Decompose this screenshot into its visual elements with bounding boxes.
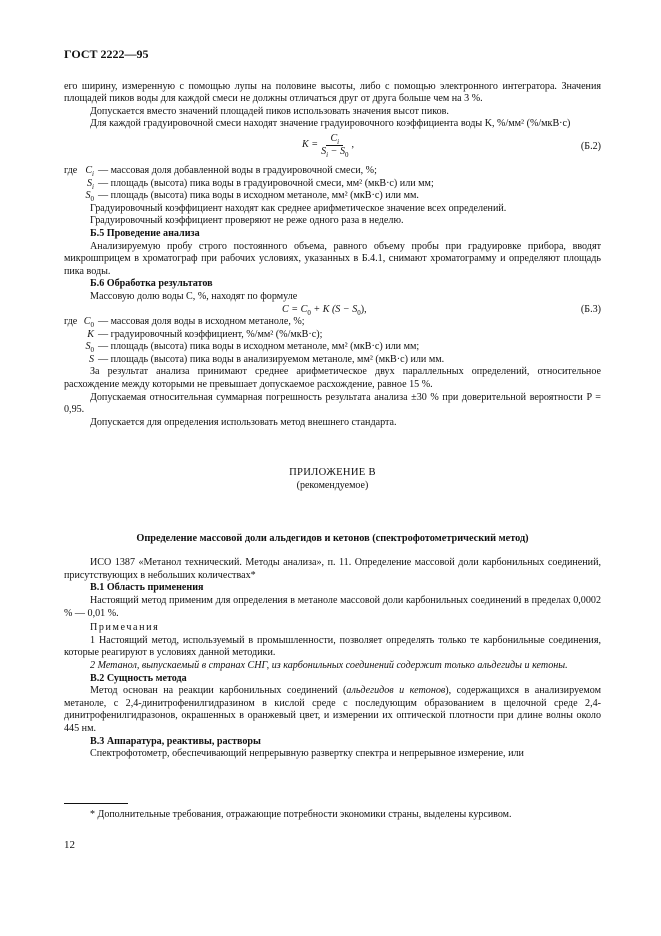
definition-item: $S_0$ — площадь (высота) пика воды в исходном метаноле, мм² (мкВ·с) или мм;: [85, 341, 420, 355]
paragraph-calibration-coefficient: Для каждой градуировочной смеси находят значение градуировочного коэффициента воды K, %/мм² (%/мкВ·с): [90, 118, 571, 130]
notes-heading: Примечания: [90, 622, 160, 634]
paragraph-average: Градуировочный коэффициент находят как среднее арифметическое значение всех определений.: [90, 202, 507, 214]
appendix-heading: ПРИЛОЖЕНИЕ В: [289, 467, 376, 479]
formula-b3-part-a: C = C: [282, 303, 308, 315]
paragraph-weekly-check: Градуировочный коэффициент проверяют не реже одного раза в неделю.: [90, 215, 404, 227]
appendix-status: (рекомендуемое): [296, 480, 369, 492]
formula-b2-numerator: C: [330, 132, 338, 144]
formula-b2-lhs: K =: [302, 139, 319, 151]
paragraph-method-principle: Метод основан на реакции карбонильных соединений (альдегидов и кетонов), содержащихся в анализируемом метаноле, с 2,4-динитрофенилгидразином в кислой среде с последующим образованием в щелочной среде 2,4-динитрофенилгидразонов, окрашенных в оранжевый цвет, и измерении их оптической плотности при длине волны около 445 нм.: [64, 685, 602, 734]
formula-b3-part-b: + K (S − S: [313, 303, 358, 315]
footnote-divider: [64, 803, 128, 804]
note-1: 1 Настоящий метод, используемый в промышленности, позволяет определять только те карбонильные соединения, которые реагируют в условиях данной методики.: [64, 634, 601, 659]
section-heading-b5: Б.5 Проведение анализа: [90, 227, 200, 239]
document-header: ГОСТ 2222—95: [64, 47, 149, 61]
section-heading-v1: В.1 Область применения: [90, 582, 204, 594]
definitions-b2: [64, 165, 601, 203]
formula-b2-denominator-sub2: 0: [345, 150, 349, 159]
paragraph-external-standard: Допускается для определения использовать метод внешнего стандарта.: [90, 416, 397, 428]
formula-b2-denominator-rest: − S: [330, 145, 345, 157]
paragraph-peak-heights: Допускается вместо значений площадей пиков использовать значения высот пиков.: [90, 105, 449, 117]
definition-item: $S_i$ — площадь (высота) пика воды в градуировочной смеси, мм² (мкВ·с) или мм;: [87, 177, 434, 191]
section-heading-b6: Б.6 Обработка результатов: [90, 278, 213, 290]
definition-item: где $C_0$ — массовая доля воды в исходном метаноле, %;: [64, 316, 305, 330]
paragraph-spectrophotometer: Спектрофотометр, обеспечивающий непрерывную развертку спектра и непрерывное измерение, или: [90, 748, 524, 760]
paragraph-analysis: Анализируемую пробу строго постоянного объема, равного объему пробы при градуировке прибора, вводят микрошприцем в хроматограф при рабочих условиях, указанных в Б.4.1, снимают хроматограмму и определяют площадь пика воды.: [64, 240, 601, 277]
paragraph-peak-width: его ширину, измеренную с помощью лупы на половине высоты, либо с помощью электронного интегратора. Значения площадей пиков воды для каждой смеси не должны отличаться друг от друга больше чем на 3 %.: [64, 80, 601, 105]
paragraph-iso-reference: ИСО 1387 «Метанол технический. Методы анализа», п. 11. Определение массовой доли карбонильных соединений, присутствующих в небольших количествах*: [64, 557, 601, 581]
paragraph-error: Допускаемая относительная суммарная погрешность результата анализа ±30 % при доверительной вероятности P = 0,95.: [64, 391, 601, 416]
formula-b2-number: (Б.2): [580, 140, 601, 152]
formula-b2: [64, 133, 601, 163]
formula-b3-number: (Б.3): [580, 303, 601, 315]
formula-b2-numerator-sub: i: [337, 137, 340, 146]
page-number: 12: [64, 839, 75, 851]
appendix-title: Определение массовой доли альдегидов и кетонов (спектрофотометрический метод): [136, 532, 529, 544]
paragraph-formula-intro: Массовую долю воды C, %, находят по формуле: [90, 290, 298, 302]
definitions-b3: [64, 316, 601, 366]
formula-b3: $C = C_0 + K$ $(S - S_0)$, (Б.3): [282, 303, 601, 317]
definition-item: где $C_i$ — массовая доля добавленной воды в градуировочной смеси, %;: [64, 164, 377, 178]
formula-b2-tail: ,: [351, 139, 355, 151]
section-heading-v3: В.3 Аппаратура, реактивы, растворы: [90, 735, 261, 747]
note-2: 2 Метанол, выпускаемый в странах СНГ, из карбонильных соединений содержит только альдегиды и кетоны.: [90, 659, 568, 671]
paragraph-scope: Настоящий метод применим для определения в метаноле массовой доли карбонильных соединений в пределах 0,0002 % — 0,01 %.: [64, 595, 601, 619]
definition-item: K — градуировочный коэффициент, %/мм² (%/мкВ·с);: [87, 328, 323, 340]
paragraph-result: За результат анализа принимают среднее арифметическое двух параллельных определений, относительное расхождение между которыми не превышает допускаемое расхождение, равное 15 %.: [64, 366, 601, 391]
formula-b2-denominator-sub: i: [326, 150, 329, 159]
footnote: * Дополнительные требования, отражающие потребности экономики страны, выделены курсивом.: [90, 809, 512, 820]
section-heading-v2: В.2 Сущность метода: [90, 672, 187, 684]
definition-item: $S_0$ — площадь (высота) пика воды в исходном метаноле, мм² (мкВ·с) или мм.: [85, 190, 419, 204]
definition-item: S — площадь (высота) пика воды в анализируемом метаноле, мм² (мкВ·с) или мм.: [88, 353, 445, 365]
formula-b2-denominator: S: [321, 145, 327, 157]
